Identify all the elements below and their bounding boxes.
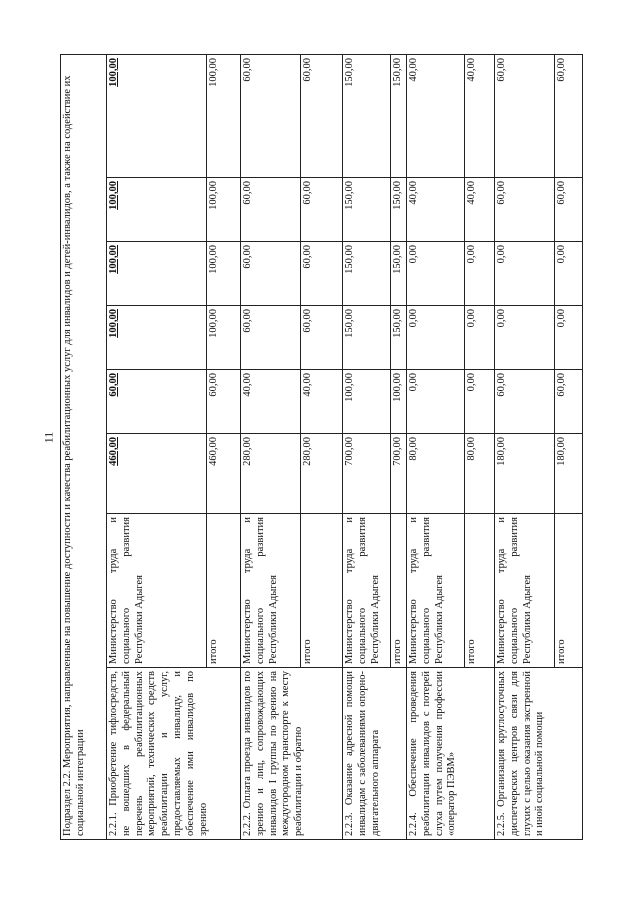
measure-description: 2.2.2. Оплата проезда инвалидов по зрению и лиц, сопровождающих инвалидов I группы по зрению на междугородном транспорте к месту реабилитации и обратно [241,668,343,840]
total-label: итого [301,514,343,668]
total-value: 150,00 [391,306,407,370]
total-value: 80,00 [465,434,495,514]
total-value: 0,00 [555,306,583,370]
value-cell: 100,00 [107,306,207,370]
total-value: 460,00 [207,434,241,514]
table-row [407,54,465,839]
value-cell: 80,00 [407,434,465,514]
total-value: 60,00 [555,178,583,242]
measure-description: 2.2.3. Оказание адресной помощи инвалидам с заболеваниями опорно-двигательного аппарата [343,668,407,840]
rotated-table-wrapper [60,55,582,840]
total-value: 0,00 [465,306,495,370]
total-value: 40,00 [465,178,495,242]
value-cell: 40,00 [407,178,465,242]
value-cell: 150,00 [343,178,391,242]
total-value: 60,00 [301,306,343,370]
value-cell: 0,00 [407,370,465,434]
value-cell: 0,00 [495,306,555,370]
value-cell: 150,00 [343,242,391,306]
executor-cell: Министерство труда и социального развития Республики Адыгея [241,514,301,668]
total-value: 60,00 [555,370,583,434]
total-value: 60,00 [555,54,583,177]
value-cell: 60,00 [241,178,301,242]
executor-cell: Министерство труда и социального развития Республики Адыгея [343,514,391,668]
total-value: 280,00 [301,434,343,514]
program-table [60,54,583,840]
section-header-row [61,54,107,839]
total-label: итого [207,514,241,668]
value-cell: 100,00 [343,370,391,434]
measure-description: 2.2.5. Организация круглосуточных диспетчерских центров связи для глухих с целью оказания экстренной и иной социальной помощи [495,668,583,840]
measure-description: 2.2.4. Обеспечение проведения реабилитации инвалидов с потерей слуха путем получения профессии «оператор ПЭВМ» [407,668,495,840]
value-cell: 700,00 [343,434,391,514]
total-label: итого [465,514,495,668]
value-cell: 0,00 [407,242,465,306]
total-value: 150,00 [391,242,407,306]
total-value: 150,00 [391,178,407,242]
value-cell: 60,00 [107,370,207,434]
measure-description: 2.2.1. Приобретение тифлосредств, не вошедших в федеральный перечень реабилитационных мероприятий, технических средств реабилитации и услуг, предоставляемых инвалиду, и обеспечение ими инвалидов по зрению [107,668,241,840]
total-value: 180,00 [555,434,583,514]
value-cell: 100,00 [107,178,207,242]
value-cell: 100,00 [107,54,207,177]
total-value: 100,00 [207,178,241,242]
total-value: 40,00 [465,54,495,177]
total-value: 60,00 [207,370,241,434]
executor-cell: Министерство труда и социального развития Республики Адыгея [495,514,555,668]
total-value: 60,00 [301,54,343,177]
value-cell: 100,00 [107,242,207,306]
value-cell: 60,00 [241,242,301,306]
executor-cell: Министерство труда и социального развития Республики Адыгея [407,514,465,668]
value-cell: 60,00 [241,306,301,370]
page-number: 11 [41,431,56,444]
executor-cell: Министерство труда и социального развития Республики Адыгея [107,514,207,668]
total-value: 60,00 [301,178,343,242]
value-cell: 150,00 [343,54,391,177]
total-value: 0,00 [465,242,495,306]
section-title: Подраздел 2.2. Мероприятия, направленные на повышение доступности и качества реабилитационных услуг для инвалидов и детей-инвалидов, а также на содействие их социальной интеграции [61,54,107,839]
value-cell: 0,00 [407,306,465,370]
table-row [107,54,207,839]
table-row [495,54,555,839]
value-cell: 0,00 [495,242,555,306]
value-cell: 40,00 [407,54,465,177]
total-value: 100,00 [207,242,241,306]
value-cell: 60,00 [495,370,555,434]
value-cell: 280,00 [241,434,301,514]
total-value: 150,00 [391,54,407,177]
total-value: 0,00 [555,242,583,306]
total-value: 100,00 [207,306,241,370]
value-cell: 180,00 [495,434,555,514]
total-value: 700,00 [391,434,407,514]
total-value: 100,00 [391,370,407,434]
total-value: 100,00 [207,54,241,177]
value-cell: 60,00 [495,54,555,177]
value-cell: 460,00 [107,434,207,514]
table-row [241,54,301,839]
total-value: 0,00 [465,370,495,434]
total-value: 40,00 [301,370,343,434]
total-label: итого [555,514,583,668]
value-cell: 60,00 [495,178,555,242]
value-cell: 150,00 [343,306,391,370]
table-row [343,54,391,839]
value-cell: 40,00 [241,370,301,434]
total-value: 60,00 [301,242,343,306]
value-cell: 60,00 [241,54,301,177]
total-label: итого [391,514,407,668]
